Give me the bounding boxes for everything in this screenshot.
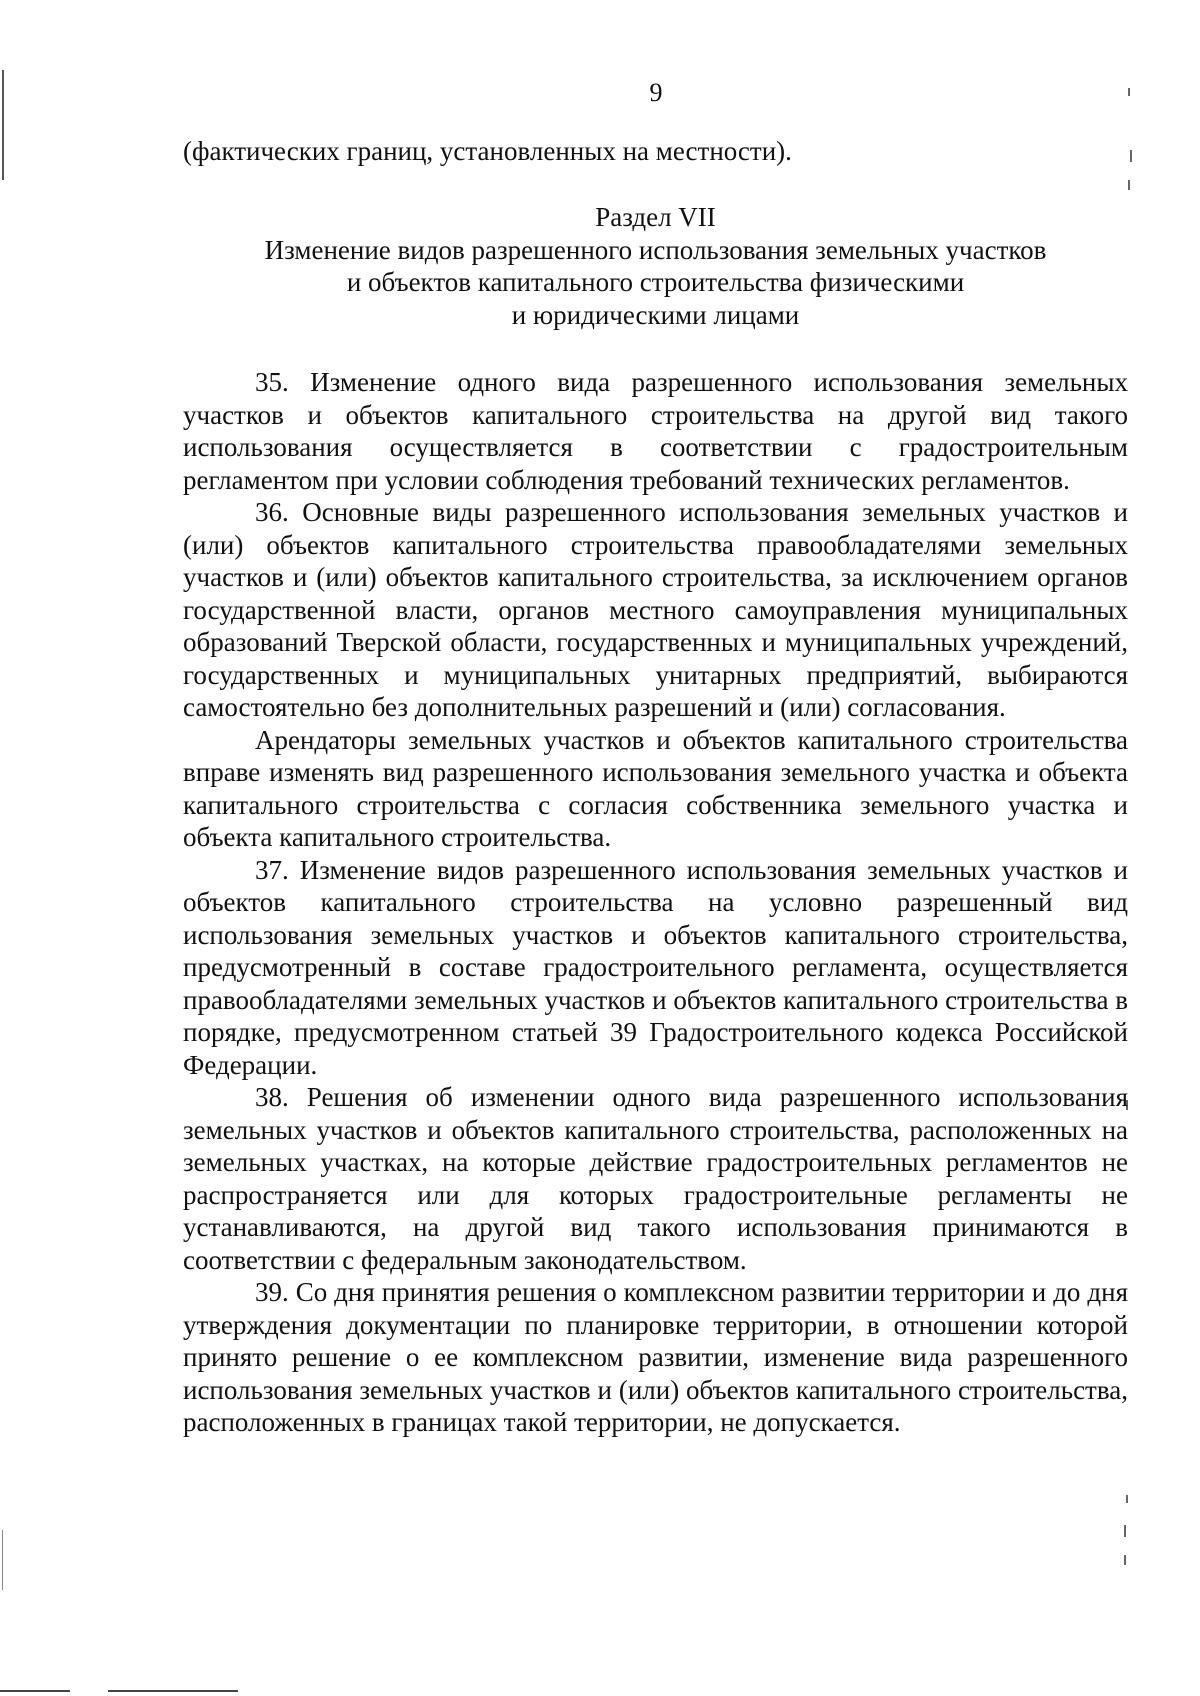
section-label: Раздел VII (595, 202, 716, 232)
paragraph-37: 37. Изменение видов разрешенного использования земельных участков и объектов капитального строительства на условно разрешенный вид использования земельных участков и объектов капитального строительства, предусмотренный в составе градостроительного регламента, осуществляется правообладателями земельных участков и объектов капитального строительства в порядке, предусмотренном статьей 39 Градостроительного кодекса Российской Федерации. (183, 854, 1128, 1080)
scan-speck (1128, 180, 1130, 190)
scan-speck (1130, 150, 1132, 162)
scan-bottom-dash (0, 1690, 70, 1692)
paragraph-36: 36. Основные виды разрешенного использования земельных участков и (или) объектов капитального строительства правообладателями земельных участков и (или) объектов капитального строительства, за исключением органов государственной власти, органов местного самоуправления муниципальных образований Тверской области, государственных и муниципальных учреждений, государственных и муниципальных унитарных предприятий, выбираются самостоятельно без дополнительных разрешений и (или) согласования. (183, 497, 1128, 722)
scan-speck (1124, 1525, 1126, 1537)
paragraph-tenants: Арендаторы земельных участков и объектов капитального строительства вправе изменять вид разрешенного использования земельного участка и объекта капитального строительства с согласия собственника земельного участка и объекта капитального строительства. (183, 724, 1128, 852)
continuation-line: (фактических границ, установленных на местности). (183, 136, 792, 166)
paragraphs (183, 366, 1128, 1439)
section-title-line: и юридическими лицами (511, 299, 800, 330)
paragraph-39: 39. Со дня принятия решения о комплексном развитии территории и до дня утверждения документации по планировке территории, в отношении которой принято решение о ее комплексном развитии, изменение вида разрешенного использования земельных участков и (или) объектов капитального строительства, расположенных в границах такой территории, не допускается. (183, 1277, 1128, 1437)
page-number: 9 (649, 78, 663, 107)
scan-margin-line-lower (2, 1530, 3, 1590)
paragraph-38: 38. Решения об изменении одного вида разрешенного использования земельных участков и объектов капитального строительства, расположенных на земельных участках, на которые действие градостроительных регламентов не распространяется или для которых градостроительные регламенты не устанавливаются, на другой вид такого использования принимаются в соответствии с федеральным законодательством. (183, 1082, 1128, 1275)
scan-speck (1126, 1495, 1128, 1503)
scan-bottom-dash (108, 1690, 238, 1692)
section-title-line: Изменение видов разрешенного использования земельных участков (264, 234, 1047, 265)
scan-speck (1124, 1555, 1126, 1565)
section-heading (183, 201, 1128, 331)
section-title-line: и объектов капитального строительства физическими (346, 267, 965, 297)
paragraph-35: 35. Изменение одного вида разрешенного использования земельных участков и объектов капитального строительства на другой вид такого использования осуществляется в соответствии с градостроительным регламентом при условии соблюдения требований технических регламентов. (183, 367, 1128, 495)
